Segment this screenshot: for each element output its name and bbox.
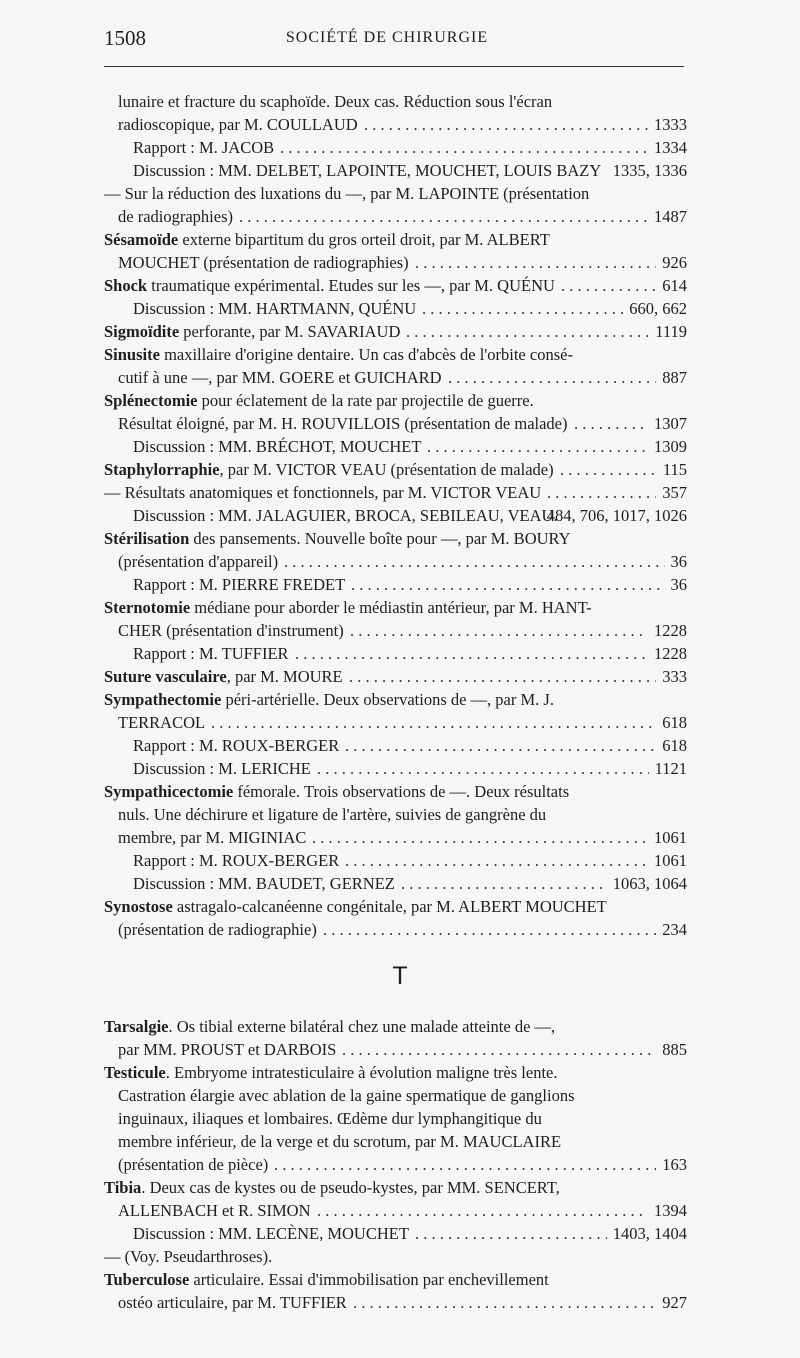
entry-body: , par M. VICTOR VEAU (présentation de malade) bbox=[219, 460, 554, 479]
entry-text bbox=[118, 412, 568, 435]
dot-leader bbox=[350, 619, 648, 642]
entry-pages: 1063, 1064 bbox=[612, 874, 687, 893]
entry-text bbox=[104, 527, 571, 550]
entry-pages: 1403, 1404 bbox=[612, 1224, 687, 1243]
index-line bbox=[0, 803, 800, 826]
dot-leader bbox=[345, 849, 648, 872]
entry-text bbox=[104, 458, 554, 481]
entry-pages: 163 bbox=[662, 1155, 687, 1174]
index-line bbox=[0, 366, 800, 389]
entry-pages: 926 bbox=[662, 253, 687, 272]
entry-body: . Deux cas de kystes ou de pseudo-kystes, par MM. SENCERT, bbox=[141, 1178, 560, 1197]
entry-body: Résultat éloigné, par M. H. ROUVILLOIS (présentation de malade) bbox=[118, 414, 568, 433]
entry-text bbox=[118, 113, 358, 136]
entry-text bbox=[118, 1153, 268, 1176]
entry-body: lunaire et fracture du scaphoïde. Deux cas. Réduction sous l'écran bbox=[118, 92, 553, 111]
index-line bbox=[0, 1107, 800, 1130]
entry-body: . Os tibial externe bilatéral chez une malade atteinte de —, bbox=[168, 1017, 556, 1036]
dot-leader bbox=[364, 113, 648, 136]
entry-text bbox=[104, 481, 541, 504]
index-line bbox=[0, 527, 800, 550]
dot-leader bbox=[574, 412, 648, 435]
entry-pages: 887 bbox=[662, 368, 687, 387]
entry-body: ALLENBACH et R. SIMON bbox=[118, 1201, 311, 1220]
entry-body: Discussion : MM. BAUDET, GERNEZ bbox=[133, 874, 395, 893]
entry-text bbox=[118, 1199, 311, 1222]
entry-text bbox=[133, 136, 274, 159]
index-line bbox=[0, 1222, 800, 1245]
index-line bbox=[0, 757, 800, 780]
entry-body: Discussion : MM. DELBET, LAPOINTE, MOUCHET, LOUIS BAZY bbox=[133, 161, 602, 180]
entry-term: Staphylorraphie bbox=[104, 460, 220, 479]
entry-text bbox=[118, 619, 344, 642]
entry-body: Rapport : M. ROUX-BERGER bbox=[133, 851, 340, 870]
index-entries-s bbox=[0, 90, 800, 941]
entry-text bbox=[104, 1015, 555, 1038]
entry-pages: 927 bbox=[662, 1293, 687, 1312]
entry-term: Splénectomie bbox=[104, 391, 198, 410]
index-line bbox=[0, 1199, 800, 1222]
entry-pages: 234 bbox=[662, 920, 687, 939]
entry-term: Tuberculose bbox=[104, 1270, 190, 1289]
index-line bbox=[0, 1153, 800, 1176]
entry-body: péri-artérielle. Deux observations de —, par M. J. bbox=[221, 690, 554, 709]
entry-text bbox=[104, 688, 554, 711]
entry-body: MOUCHET (présentation de radiographies) bbox=[118, 253, 409, 272]
entry-text bbox=[104, 895, 607, 918]
entry-pages: 484, 706, 1017, 1026 bbox=[546, 506, 687, 525]
entry-body: médiane pour aborder le médiastin antérieur, par M. HANT- bbox=[190, 598, 592, 617]
entry-body: astragalo-calcanéenne congénitale, par M. ALBERT MOUCHET bbox=[172, 897, 607, 916]
index-line bbox=[0, 734, 800, 757]
entry-text bbox=[133, 757, 311, 780]
entry-body: Discussion : MM. LECÈNE, MOUCHET bbox=[133, 1224, 409, 1243]
index-line bbox=[0, 113, 800, 136]
entry-body: externe bipartitum du gros orteil droit, par M. ALBERT bbox=[178, 230, 550, 249]
dot-leader bbox=[211, 711, 656, 734]
entry-text bbox=[133, 642, 289, 665]
entry-body: perforante, par M. SAVARIAUD bbox=[179, 322, 401, 341]
entry-body: Castration élargie avec ablation de la gaine spermatique de ganglions bbox=[118, 1086, 575, 1105]
index-line bbox=[0, 458, 800, 481]
index-line bbox=[0, 918, 800, 941]
dot-leader bbox=[295, 642, 648, 665]
index-line bbox=[0, 412, 800, 435]
index-line bbox=[0, 1245, 800, 1268]
index-line bbox=[0, 1038, 800, 1061]
entry-text bbox=[118, 918, 317, 941]
index-line bbox=[0, 596, 800, 619]
entry-pages: 1334 bbox=[654, 138, 687, 157]
entry-term: Tarsalgie bbox=[104, 1017, 169, 1036]
entry-pages: 357 bbox=[662, 483, 687, 502]
dot-leader bbox=[274, 1153, 656, 1176]
dot-leader bbox=[317, 757, 649, 780]
entry-pages: 1309 bbox=[654, 437, 687, 456]
index-line bbox=[0, 711, 800, 734]
entry-body: (présentation de radiographie) bbox=[118, 920, 317, 939]
entry-text bbox=[133, 734, 339, 757]
index-line bbox=[0, 849, 800, 872]
dot-leader bbox=[239, 205, 648, 228]
entry-term: Testicule bbox=[104, 1063, 166, 1082]
entry-pages: 1121 bbox=[654, 759, 687, 778]
index-line bbox=[0, 481, 800, 504]
index-line bbox=[0, 665, 800, 688]
entry-body: — Résultats anatomiques et fonctionnels, par M. VICTOR VEAU bbox=[104, 483, 542, 502]
entry-body: — Sur la réduction des luxations du —, par M. LAPOINTE (présentation bbox=[104, 184, 590, 203]
index-line bbox=[0, 136, 800, 159]
entry-pages: 1307 bbox=[654, 414, 687, 433]
entry-body: Discussion : MM. HARTMANN, QUÉNU bbox=[133, 299, 417, 318]
index-line bbox=[0, 205, 800, 228]
entry-term: Suture vasculaire bbox=[104, 667, 227, 686]
entry-body: TERRACOL bbox=[118, 713, 206, 732]
dot-leader bbox=[422, 297, 623, 320]
entry-text bbox=[104, 596, 592, 619]
index-line bbox=[0, 1291, 800, 1314]
index-line bbox=[0, 297, 800, 320]
entry-body: traumatique expérimental. Etudes sur les —, par M. QUÉNU bbox=[147, 276, 555, 295]
running-title: SOCIÉTÉ DE CHIRURGIE bbox=[285, 29, 489, 46]
entry-body: Rapport : M. PIERRE FREDET bbox=[133, 575, 346, 594]
index-line bbox=[0, 573, 800, 596]
dot-leader bbox=[401, 872, 607, 895]
entry-pages: 885 bbox=[662, 1040, 687, 1059]
entry-pages: 36 bbox=[670, 575, 687, 594]
index-line bbox=[0, 1061, 800, 1084]
index-line bbox=[0, 182, 800, 205]
entry-text bbox=[133, 872, 395, 895]
entry-term: Synostose bbox=[104, 897, 173, 916]
index-line bbox=[0, 619, 800, 642]
entry-text bbox=[118, 826, 306, 849]
index-line bbox=[0, 228, 800, 251]
dot-leader bbox=[547, 481, 656, 504]
dot-leader bbox=[353, 1291, 656, 1314]
dot-leader bbox=[349, 665, 656, 688]
page-header bbox=[104, 26, 670, 52]
entry-body: des pansements. Nouvelle boîte pour —, par M. BOURY bbox=[189, 529, 571, 548]
index-line bbox=[0, 343, 800, 366]
entry-text bbox=[104, 1176, 560, 1199]
entry-body: — (Voy. Pseudarthroses). bbox=[104, 1247, 273, 1266]
entry-text bbox=[104, 1061, 557, 1084]
dot-leader bbox=[427, 435, 648, 458]
index-line bbox=[0, 872, 800, 895]
index-line bbox=[0, 159, 800, 182]
entry-body: de radiographies) bbox=[118, 207, 233, 226]
dot-leader bbox=[323, 918, 656, 941]
entry-body: Rapport : M. TUFFIER bbox=[133, 644, 289, 663]
index-line bbox=[0, 688, 800, 711]
entry-text bbox=[118, 550, 278, 573]
index-line bbox=[0, 389, 800, 412]
entry-pages: 1061 bbox=[654, 851, 687, 870]
entry-text bbox=[118, 1291, 347, 1314]
entry-term: Sinusite bbox=[104, 345, 160, 364]
entry-pages: 333 bbox=[662, 667, 687, 686]
entry-text bbox=[118, 803, 546, 826]
index-line bbox=[0, 780, 800, 803]
entry-text bbox=[133, 573, 345, 596]
entry-text bbox=[133, 435, 421, 458]
index-line bbox=[0, 90, 800, 113]
entry-body: , par M. MOURE bbox=[226, 667, 343, 686]
entry-pages: 1333 bbox=[654, 115, 687, 134]
entry-pages: 1394 bbox=[654, 1201, 687, 1220]
index-line bbox=[0, 1015, 800, 1038]
index-line bbox=[0, 1176, 800, 1199]
entry-body: membre inférieur, de la verge et du scrotum, par M. MAUCLAIRE bbox=[118, 1132, 562, 1151]
entry-body: Rapport : M. JACOB bbox=[133, 138, 275, 157]
entry-pages: 1228 bbox=[654, 644, 687, 663]
entry-pages: 1061 bbox=[654, 828, 687, 847]
index-line bbox=[0, 274, 800, 297]
entry-term: Stérilisation bbox=[104, 529, 190, 548]
entry-text bbox=[133, 297, 416, 320]
entry-body: pour éclatement de la rate par projectile de guerre. bbox=[197, 391, 534, 410]
dot-leader bbox=[280, 136, 648, 159]
dot-leader bbox=[406, 320, 649, 343]
entry-pages: 660, 662 bbox=[629, 299, 687, 318]
entry-text bbox=[104, 780, 569, 803]
entry-term: Tibia bbox=[104, 1178, 142, 1197]
dot-leader bbox=[342, 1038, 656, 1061]
index-line bbox=[0, 1130, 800, 1153]
entry-text bbox=[104, 182, 589, 205]
entry-body: fémorale. Trois observations de —. Deux résultats bbox=[233, 782, 570, 801]
index-line bbox=[0, 435, 800, 458]
index-line bbox=[0, 504, 800, 527]
entry-body: maxillaire d'origine dentaire. Un cas d'abcès de l'orbite consé- bbox=[159, 345, 573, 364]
entry-body: (présentation d'appareil) bbox=[118, 552, 279, 571]
index-line bbox=[0, 826, 800, 849]
dot-leader bbox=[560, 458, 657, 481]
entry-body: Rapport : M. ROUX-BERGER bbox=[133, 736, 340, 755]
entry-text bbox=[118, 1084, 575, 1107]
dot-leader bbox=[415, 251, 656, 274]
entry-pages: 115 bbox=[662, 460, 687, 479]
entry-body: . Embryome intratesticulaire à évolution maligne très lente. bbox=[165, 1063, 558, 1082]
entry-body: nuls. Une déchirure et ligature de l'artère, suivies de gangrène du bbox=[118, 805, 547, 824]
entry-term: Shock bbox=[104, 276, 148, 295]
dot-leader bbox=[284, 550, 665, 573]
dot-leader bbox=[312, 826, 648, 849]
entry-term: Sésamoïde bbox=[104, 230, 179, 249]
entry-text bbox=[118, 366, 442, 389]
entry-text bbox=[104, 665, 343, 688]
entry-text bbox=[104, 320, 400, 343]
index-line bbox=[0, 251, 800, 274]
entry-term: Sympathicectomie bbox=[104, 782, 234, 801]
dot-leader bbox=[561, 274, 656, 297]
dot-leader bbox=[351, 573, 665, 596]
entry-text bbox=[118, 205, 233, 228]
entry-text bbox=[118, 1130, 561, 1153]
entry-term: Sympathectomie bbox=[104, 690, 222, 709]
entry-text bbox=[133, 504, 558, 527]
index-entries-t bbox=[0, 1015, 800, 1314]
entry-pages: 1335, 1336 bbox=[612, 161, 687, 180]
entry-text bbox=[104, 228, 550, 251]
entry-body: articulaire. Essai d'immobilisation par enchevillement bbox=[189, 1270, 549, 1289]
index-line bbox=[0, 642, 800, 665]
index-line bbox=[0, 1084, 800, 1107]
header-rule bbox=[104, 66, 684, 67]
entry-text bbox=[133, 849, 339, 872]
entry-body: par MM. PROUST et DARBOIS bbox=[118, 1040, 337, 1059]
entry-text bbox=[104, 274, 555, 297]
entry-text bbox=[118, 711, 205, 734]
dot-leader bbox=[448, 366, 656, 389]
entry-pages: 1228 bbox=[654, 621, 687, 640]
section-letter: T bbox=[392, 962, 408, 990]
entry-text bbox=[104, 1268, 549, 1291]
entry-body: radioscopique, par M. COULLAUD bbox=[118, 115, 358, 134]
entry-text bbox=[104, 389, 534, 412]
entry-body: CHER (présentation d'instrument) bbox=[118, 621, 344, 640]
entry-body: membre, par M. MIGINIAC bbox=[118, 828, 307, 847]
dot-leader bbox=[345, 734, 656, 757]
entry-body: Discussion : M. LERICHE bbox=[133, 759, 311, 778]
entry-text bbox=[104, 1245, 272, 1268]
index-line bbox=[0, 895, 800, 918]
entry-term: Sternotomie bbox=[104, 598, 191, 617]
entry-body: Discussion : MM. JALAGUIER, BROCA, SEBILEAU, VEAU. bbox=[133, 506, 558, 525]
index-line bbox=[0, 320, 800, 343]
entry-body: cutif à une —, par MM. GOERE et GUICHARD bbox=[118, 368, 442, 387]
entry-body: Discussion : MM. BRÉCHOT, MOUCHET bbox=[133, 437, 422, 456]
entry-pages: 36 bbox=[670, 552, 687, 571]
index-line bbox=[0, 550, 800, 573]
entry-body: ostéo articulaire, par M. TUFFIER bbox=[118, 1293, 347, 1312]
dot-leader bbox=[317, 1199, 648, 1222]
entry-pages: 1119 bbox=[655, 322, 687, 341]
entry-text bbox=[118, 1038, 336, 1061]
page-number: 1508 bbox=[104, 26, 146, 50]
entry-body: inguinaux, iliaques et lombaires. Œdème dur lymphangitique du bbox=[118, 1109, 542, 1128]
index-line bbox=[0, 1268, 800, 1291]
entry-term: Sigmoïdite bbox=[104, 322, 180, 341]
entry-text bbox=[133, 159, 601, 182]
entry-pages: 618 bbox=[662, 713, 687, 732]
entry-pages: 618 bbox=[662, 736, 687, 755]
entry-text bbox=[133, 1222, 409, 1245]
entry-text bbox=[104, 343, 573, 366]
entry-pages: 614 bbox=[662, 276, 687, 295]
dot-leader bbox=[415, 1222, 607, 1245]
entry-text bbox=[118, 1107, 542, 1130]
entry-text bbox=[118, 251, 409, 274]
entry-text bbox=[118, 90, 552, 113]
entry-pages: 1487 bbox=[654, 207, 687, 226]
entry-body: (présentation de pièce) bbox=[118, 1155, 269, 1174]
